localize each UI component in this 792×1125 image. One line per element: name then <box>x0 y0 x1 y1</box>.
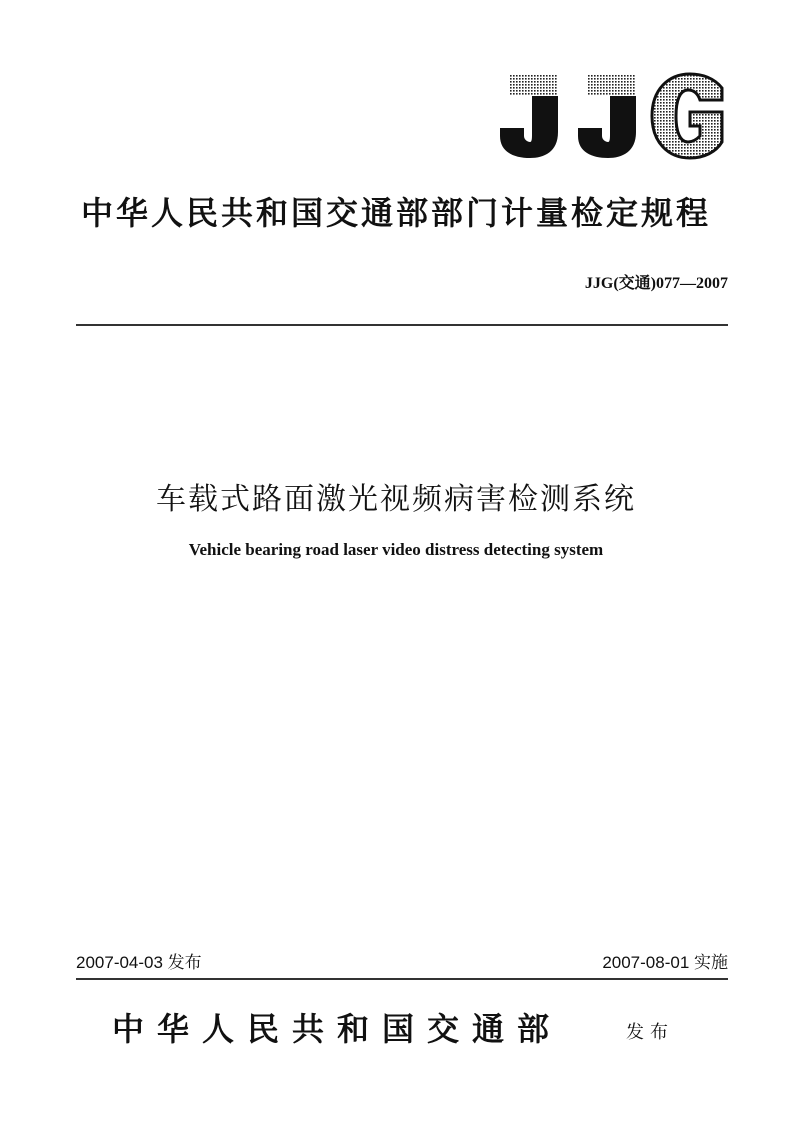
publisher-name: 中华人民共和国交通部 <box>112 1010 563 1048</box>
effective-date: 2007-08-01 实施 <box>602 953 728 972</box>
bottom-divider <box>76 978 728 980</box>
document-title-en: Vehicle bearing road laser video distress detecting system <box>188 540 604 559</box>
jjg-logo <box>492 66 728 162</box>
issuer-heading: 中华人民共和国交通部部门计量检定规程 <box>80 194 711 232</box>
logo-letter-j1 <box>500 74 558 158</box>
logo-letter-g <box>652 74 722 158</box>
issue-date: 2007-04-03 发布 <box>76 953 202 972</box>
standard-code: JJG(交通)077—2007 <box>584 275 728 292</box>
top-divider <box>76 324 728 326</box>
document-title-cn: 车载式路面激光视频病害检测系统 <box>156 482 636 517</box>
publish-label: 发布 <box>626 1022 674 1043</box>
logo-letter-j2 <box>578 74 636 158</box>
jjg-logo-graphic <box>492 66 728 162</box>
